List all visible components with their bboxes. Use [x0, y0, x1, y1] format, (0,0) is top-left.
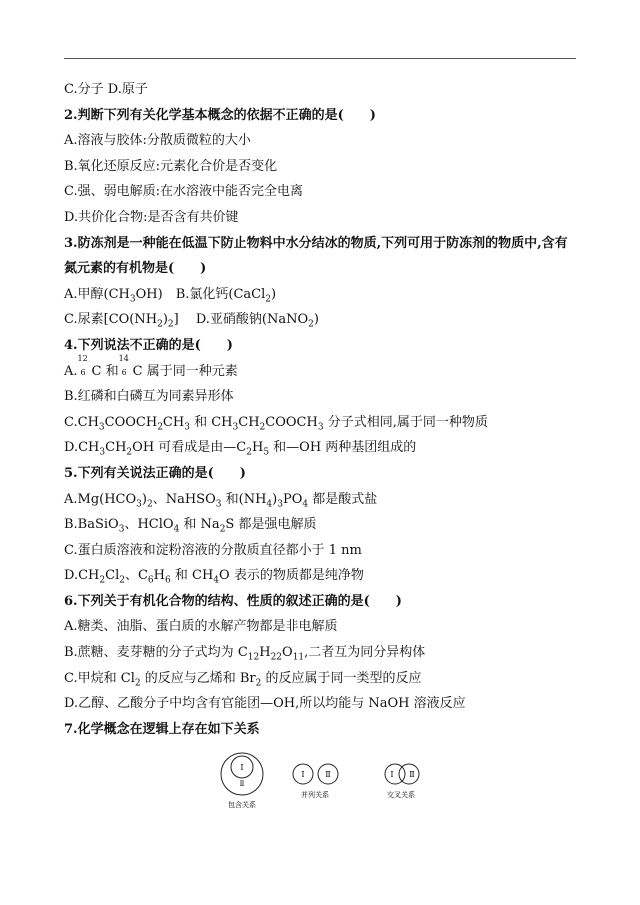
nuclide-c14: 14 6 [118, 354, 129, 378]
q5-option-a: $A.Mg(HCO_3)_2$、NaHSO$_3$ 和$(NH_4)_3PO_4$ 都是酸式盐 [64, 491, 378, 510]
q2-option-a: A.溶液与胶体:分散质微粒的大小 [64, 133, 251, 149]
q5-option-c: C.蛋白质溶液和淀粉溶液的分散质直径都小于 1 nm [64, 542, 362, 558]
q3-options-cd: C.尿素$[CO(NH_2)_2]$ D.亚硝酸钠(NaNO$_2$) [64, 312, 319, 330]
question-5: 5.下列有关说法正确的是( ) [64, 465, 246, 481]
q5-option-b: B.BaSiO$_3$、HClO$_4$ 和 $Na_2S$ 都是强电解质 [64, 517, 317, 535]
q2-option-d: D.共价化合物:是否含有共价键 [64, 209, 239, 225]
q1-options-cd: C.分子 D.原子 [64, 82, 148, 97]
caption-intersection: 交叉关系 [387, 791, 415, 799]
inclusion-diagram [221, 753, 263, 809]
q4-option-b: B.红磷和白磷互为同素异形体 [64, 389, 234, 405]
outer-circle [221, 753, 263, 795]
nuclide-c12: 12 6 [77, 354, 88, 378]
question-3: 3.防冻剂是一种能在低温下防止物料中水分结冰的物质,下列可用于防冻剂的物质中,含有 [64, 235, 568, 251]
parallel-diagram [293, 764, 338, 799]
caption-parallel: 并列关系 [301, 791, 329, 799]
question-2: 2.判断下列有关化学基本概念的依据不正确的是( ) [64, 107, 376, 123]
question-7: 7.化学概念在逻辑上存在如下关系 [64, 721, 260, 737]
label-roman-1: Ⅰ [390, 770, 394, 779]
caption-inclusion: 包含关系 [228, 801, 256, 809]
header-rule [64, 58, 576, 59]
label-roman-2: Ⅱ [239, 780, 245, 788]
q4-option-c: $C.CH_3COOCH_2CH_3$ 和 $CH_3CH_2COOCH_3$ 分子式相同,属于同一种物质 [64, 414, 488, 433]
q6-option-b: B.蔗糖、麦芽糖的分子式均为 $C_{12}H_{22}O_{11}$,二者互为同分异构体 [64, 645, 426, 663]
question-6: 6.下列关于有机化合物的结构、性质的叙述正确的是( ) [64, 593, 402, 609]
concept-relation-diagram [0, 752, 640, 812]
q2-option-c: C.强、弱电解质:在水溶液中能否完全电离 [64, 184, 303, 200]
q4-option-a: A. 12 6 C 和 14 6 C 属于同一种元素 [64, 359, 576, 385]
question-4: 4.下列说法不正确的是( ) [64, 337, 233, 353]
q6-option-d: D.乙醇、乙酸分子中均含有官能团—OH,所以均能与 NaOH 溶液反应 [64, 696, 466, 712]
label-roman-2: Ⅱ [325, 770, 331, 779]
intersection-diagram [385, 764, 419, 799]
q2-option-b: B.氧化还原反应:元素化合价是否变化 [64, 158, 278, 174]
question-content [64, 77, 576, 742]
q5-option-d: $D.CH_2Cl_2$、$C_6H_6$ 和 $CH_4O$ 表示的物质都是纯净物 [64, 568, 364, 586]
label-roman-1: Ⅰ [301, 770, 305, 779]
label-roman-1: Ⅰ [240, 763, 244, 772]
q6-option-c: C.甲烷和 $Cl_2$ 的反应与乙烯和 $Br_2$ 的反应属于同一类型的反应 [64, 670, 422, 689]
q4-option-d: $D.CH_3CH_2OH$ 可看成是由$—C_2H_5$ 和—OH 两种基团组成的 [64, 440, 417, 458]
q3-options-ab: A.甲醇$(CH_3OH)$ B.氯化钙(CaCl$_2$) [64, 286, 277, 305]
q6-option-a: A.糖类、油脂、蛋白质的水解产物都是非电解质 [64, 619, 338, 635]
question-3-cont: 氮元素的有机物是( ) [64, 261, 207, 277]
label-roman-2: Ⅱ [409, 770, 415, 779]
